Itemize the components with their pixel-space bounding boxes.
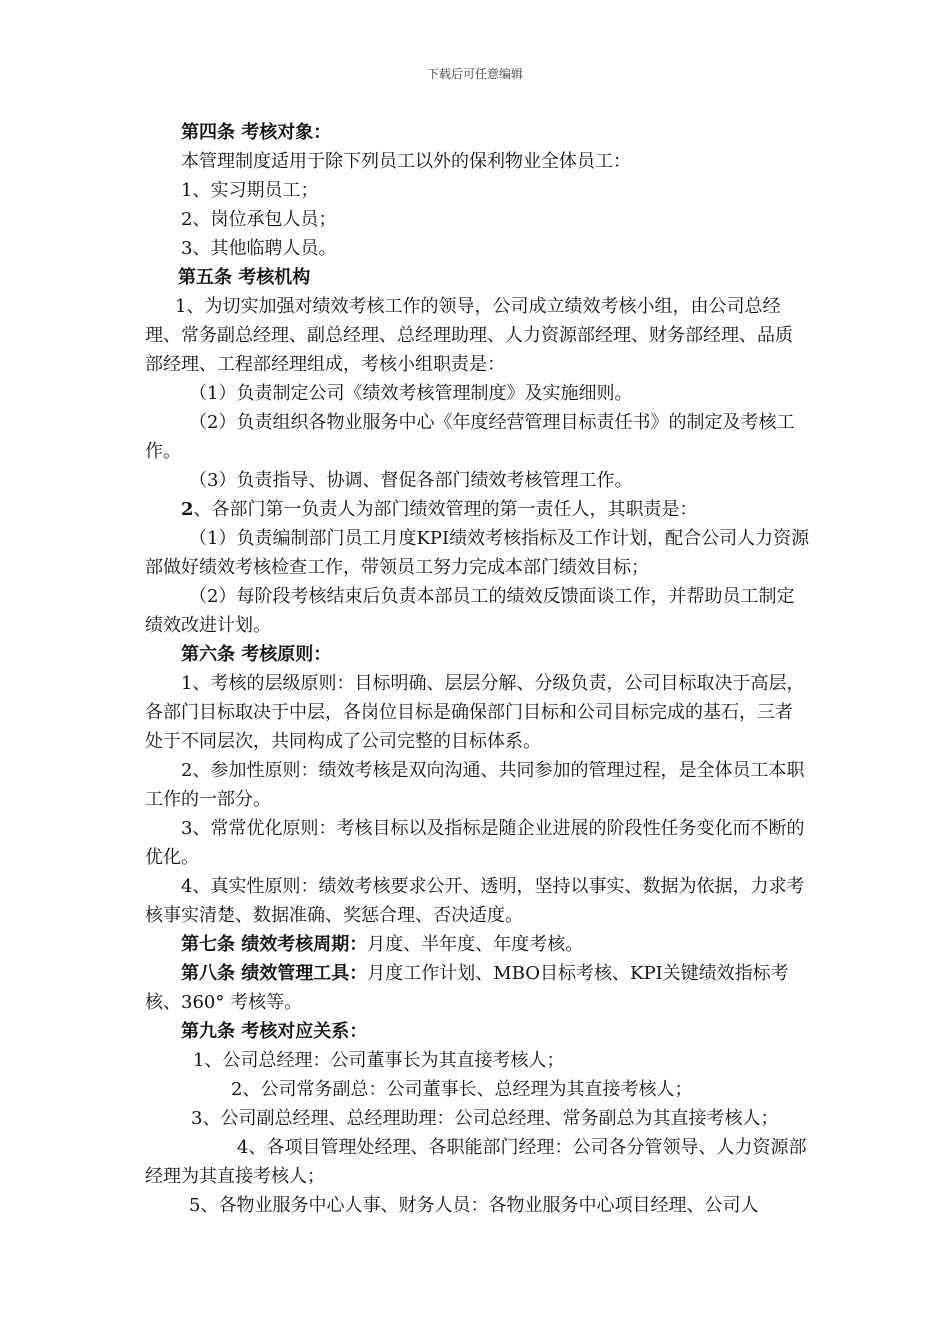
article-4-item: 2、岗位承包人员； — [181, 209, 337, 230]
page-header-note: 下载后可任意编辑 — [426, 67, 523, 81]
article-4-title: 第四条 考核对象： — [181, 122, 332, 143]
article-5-duty-item: （1）负责制定公司《绩效考核管理制度》及实施细则。 — [189, 383, 633, 404]
article-5-duty-item: （2）每阶段考核结束后负责本部员工的绩效反馈面谈工作，并帮助员工制定绩效改进计划。 — [145, 586, 795, 636]
article-9-relation: 5、各物业服务中心人事、财务人员：各物业服务中心项目经理、公司人 — [189, 1195, 759, 1216]
article-5-paragraph-2-number: 2 — [181, 499, 194, 520]
article-8-text: 月度工作计划、MBO目标考核、KPI关键绩效指标考核、360° 考核等。 — [145, 963, 789, 1013]
article-7 — [145, 930, 810, 959]
document-body — [145, 118, 810, 1220]
article-4-item: 3、其他临聘人员。 — [181, 238, 337, 259]
article-5-duty-item: （2）负责组织各物业服务中心《年度经营管理目标责任书》的制定及考核工作。 — [145, 412, 795, 462]
article-9-relation: 3、公司副总经理、总经理助理：公司总经理、常务副总为其直接考核人； — [191, 1108, 779, 1129]
article-9-relation: 2、公司常务副总：公司董事长、总经理为其直接考核人； — [231, 1079, 693, 1100]
article-6-principle: 2、参加性原则：绩效考核是双向沟通、共同参加的管理过程，是全体员工本职工作的一部分。 — [145, 760, 805, 810]
article-5-duty-item: （1）负责编制部门员工月度KPI绩效考核指标及工作计划，配合公司人力资源部做好绩效考核检查工作，带领员工努力完成本部门绩效目标； — [145, 528, 810, 578]
article-6-principle: 3、常常优化原则：考核目标以及指标是随企业进展的阶段性任务变化而不断的优化。 — [145, 818, 805, 868]
article-4-item: 1、实习期员工； — [181, 180, 319, 201]
article-6-principle: 1、考核的层级原则：目标明确、层层分解、分级负责，公司目标取决于高层，各部门目标取决于中层，各岗位目标是确保部门目标和公司目标完成的基石，三者处于不同层次，共同构成了公司完整的目标体系。 — [145, 673, 805, 752]
article-4-intro: 本管理制度适用于除下列员工以外的保利物业全体员工： — [181, 151, 631, 172]
article-9-relation: 4、各项目管理处经理、各职能部门经理：公司各分管领导、人力资源部经理为其直接考核人； — [145, 1137, 807, 1187]
article-7-text: 月度、半年度、年度考核。 — [367, 934, 584, 955]
article-8 — [145, 959, 810, 1017]
article-5-paragraph-2-text: 、各部门第一负责人为部门绩效管理的第一责任人，其职责是： — [193, 499, 698, 520]
article-6-principle: 4、真实性原则：绩效考核要求公开、透明，坚持以事实、数据为依据，力求考核事实清楚、数据准确、奖惩合理、否决适度。 — [145, 876, 805, 926]
article-5-paragraph-2 — [145, 495, 810, 524]
article-5-title: 第五条 考核机构 — [178, 267, 311, 288]
article-5-duty-item: （3）负责指导、协调、督促各部门绩效考核管理工作。 — [189, 470, 633, 491]
article-8-title: 第八条 绩效管理工具： — [181, 963, 368, 984]
article-5-paragraph-1: 1、为切实加强对绩效考核工作的领导，公司成立绩效考核小组，由公司总经理、常务副总经理、副总经理、总经理助理、人力资源部经理、财务部经理、品质部经理、工程部经理组成，考核小组职责是： — [145, 296, 793, 375]
article-9-title: 第九条 考核对应关系： — [181, 1021, 368, 1042]
article-7-title: 第七条 绩效考核周期： — [181, 934, 368, 955]
article-9-relation: 1、公司总经理：公司董事长为其直接考核人； — [193, 1050, 565, 1071]
article-6-title: 第六条 考核原则： — [181, 644, 332, 665]
